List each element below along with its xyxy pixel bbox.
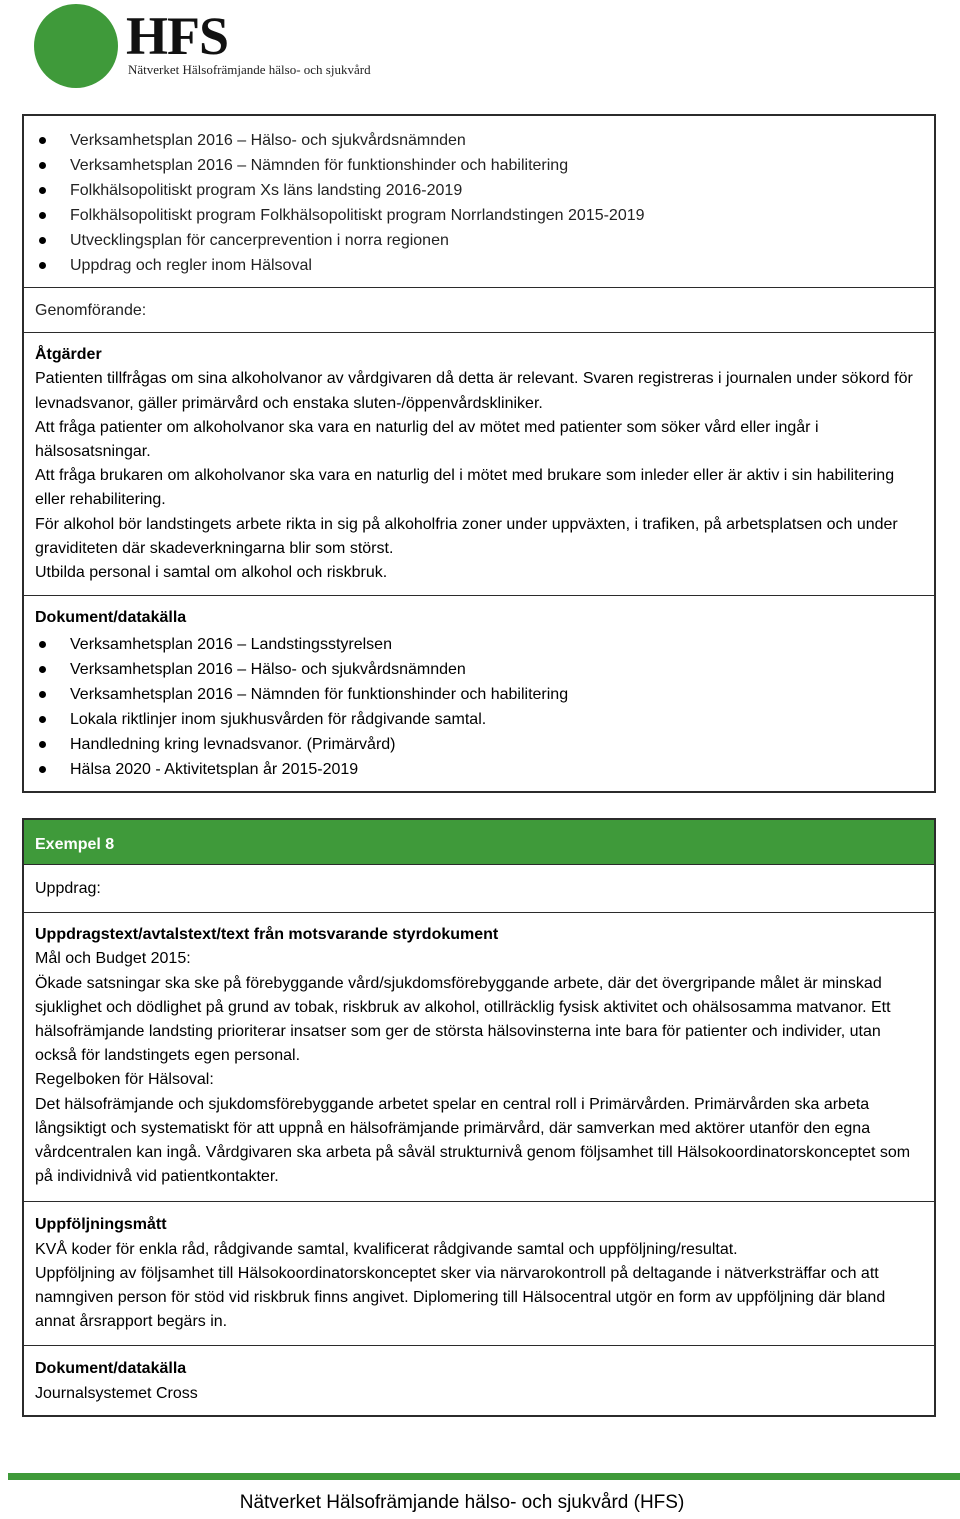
list-item: Handledning kring levnadsvanor. (Primärvård) <box>35 732 923 757</box>
logo-circle-icon <box>34 4 118 88</box>
table-continued <box>22 114 936 793</box>
list-item: Hälsa 2020 - Aktivitetsplan år 2015-2019 <box>35 757 923 782</box>
footer-divider <box>8 1473 960 1480</box>
list-item: Utvecklingsplan för cancerprevention i norra regionen <box>35 228 923 253</box>
atgarder-line: Att fråga brukaren om alkoholvanor ska vara en naturlig del i mötet med brukare som inleder eller är aktiv i sin habilitering eller rehabilitering. <box>35 467 895 509</box>
list-item: Verksamhetsplan 2016 – Landstingsstyrelsen <box>35 632 923 657</box>
dokument-section-2 <box>24 1346 934 1414</box>
mal-text: Ökade satsningar ska ske på förebyggande vård/sjukdomsförebyggande arbete, där det övergripande målet är minskad sjuklighet och dödlighet på grund av tobak, riskbruk av alkohol, otillräcklig fysisk aktivitet och ohälsosamma matvanor. Ett hälsofrämjande landsting prioriterar insatser som ger de största hälsovinsterna inte bara för patienter och individer, utan också för landstingets egen personal. <box>35 974 891 1065</box>
uppfoljning-line: Uppföljning av följsamhet till Hälsokoordinatorskonceptet sker via närvarokontroll på deltagande i nätverksträffar och att namngiven person för stöd vid riskbruk finns angivet. Diplomering till Hälsocentral utgör en form av uppföljning där bland annat årsrapport begärs in. <box>35 1264 886 1331</box>
uppdrag-label: Uppdrag: <box>35 880 101 897</box>
uppdrag-section <box>24 865 934 913</box>
list-item: Verksamhetsplan 2016 – Hälso- och sjukvårdsnämnden <box>35 657 923 682</box>
mal-label: Mål och Budget 2015: <box>35 950 191 968</box>
uppdragstext-heading: Uppdragstext/avtalstext/text från motsvarande styrdokument <box>35 926 499 944</box>
logo-title: HFS <box>126 6 229 66</box>
list-item: Uppdrag och regler inom Hälsoval <box>35 253 923 278</box>
atgarder-line: Att fråga patienter om alkoholvanor ska vara en naturlig del av mötet med patienter som söker vård eller ingår i hälsosatsningar. <box>35 418 819 461</box>
example-title: Exempel 8 <box>24 820 934 865</box>
atgarder-heading: Åtgärder <box>35 346 102 364</box>
source-list-section <box>24 116 934 288</box>
atgarder-line: Patienten tillfrågas om sina alkoholvanor av vårdgivaren då detta är relevant. Svaren registreras i journalen under sökord för levnadsvanor, gäller primärvård och enstaka sluten-/öppenvårdskliniker. <box>35 370 913 412</box>
atgarder-section <box>24 333 934 596</box>
dokument-section <box>24 596 934 791</box>
list-item: Folkhälsopolitiskt program Xs läns landsting 2016-2019 <box>35 178 923 203</box>
dokument-heading: Dokument/datakälla <box>35 609 187 627</box>
genomforande-section <box>24 288 934 333</box>
uppdragstext-section <box>24 913 934 1202</box>
logo-subtitle: Nätverket Hälsofrämjande hälso- och sjukvård <box>128 62 371 77</box>
list-item: Lokala riktlinjer inom sjukhusvården för rådgivande samtal. <box>35 707 923 732</box>
regelboken-label: Regelboken för Hälsoval: <box>35 1071 214 1089</box>
uppfoljning-section <box>24 1202 934 1346</box>
uppfoljning-heading: Uppföljningsmått <box>35 1216 167 1234</box>
atgarder-line: Utbilda personal i samtal om alkohol och riskbruk. <box>35 564 388 582</box>
source-list <box>35 128 923 278</box>
list-item: Verksamhetsplan 2016 – Nämnden för funktionshinder och habilitering <box>35 682 923 707</box>
footer-text: Nätverket Hälsofrämjande hälso- och sjukvård (HFS) <box>239 1492 685 1513</box>
dokument-list <box>35 632 923 782</box>
hfs-logo <box>30 4 390 90</box>
uppfoljning-line: KVÅ koder för enkla råd, rådgivande samtal, kvalificerat rådgivande samtal och uppföljning/resultat. <box>35 1240 738 1258</box>
genomforande-label: Genomförande: <box>35 302 147 319</box>
dokument-heading: Dokument/datakälla <box>35 1360 187 1378</box>
list-item: Verksamhetsplan 2016 – Hälso- och sjukvårdsnämnden <box>35 128 923 153</box>
atgarder-line: För alkohol bör landstingets arbete rikta in sig på alkoholfria zoner under uppväxten, i trafiken, på arbetsplatsen och under graviditeten där skadeverkningarna blir som störst. <box>35 515 898 557</box>
list-item: Verksamhetsplan 2016 – Nämnden för funktionshinder och habilitering <box>35 153 923 178</box>
list-item: Folkhälsopolitiskt program Folkhälsopolitiskt program Norrlandstingen 2015-2019 <box>35 203 923 228</box>
regelboken-text: Det hälsofrämjande och sjukdomsförebyggande arbetet spelar en central roll i Primärvården. Primärvården ska arbeta långsiktigt och systematiskt för att uppnå en hälsofrämjande primärvård, där samverkan med aktörer utanför den egna vårdcentralen kan ingå. Vårdgivaren ska arbeta på såväl strukturnivå genom följsamhet till Hälsokoordinatorskonceptet som på individnivå vid patientkontakter. <box>35 1095 911 1186</box>
dokument-text: Journalsystemet Cross <box>35 1384 198 1402</box>
example-8-table <box>22 818 936 1417</box>
